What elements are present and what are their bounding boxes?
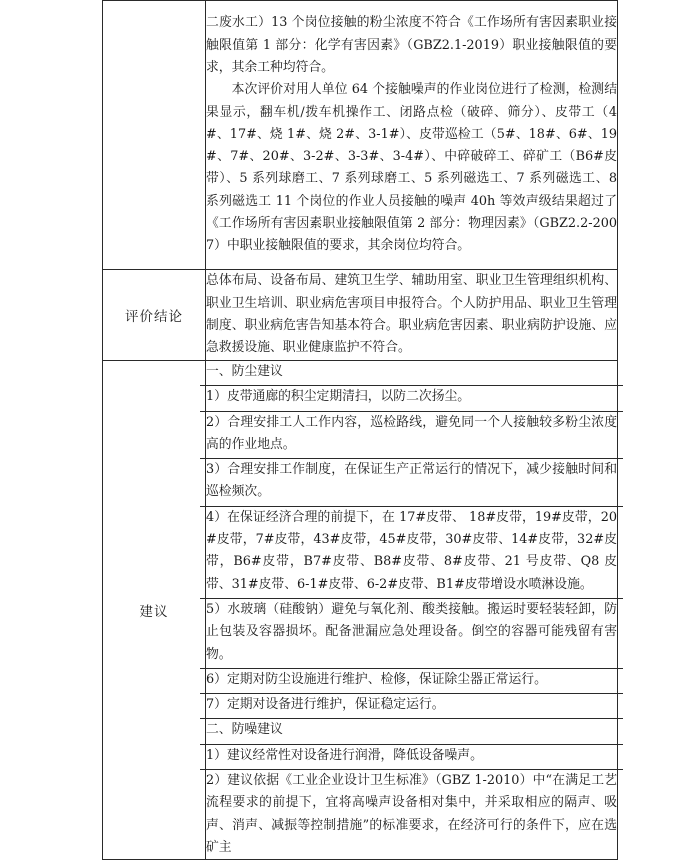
findings-row	[103, 1, 618, 270]
dust-heading: 一、防尘建议	[206, 364, 283, 379]
suggestion-label: 建议	[103, 361, 206, 860]
conclusion-content	[206, 270, 618, 361]
suggestion-item: 3）合理安排工作制度，在保证生产正常运行的情况下，减少接触时间和巡检频次。	[206, 462, 617, 500]
conclusion-label: 评价结论	[103, 270, 206, 361]
suggestion-item: 1）建议经常性对设备进行润滑，降低设备噪声。	[206, 747, 483, 763]
suggestion-row	[103, 361, 618, 860]
evaluation-table	[102, 0, 618, 860]
suggestion-content	[206, 361, 618, 860]
suggestion-item: 5）水玻璃（硅酸钠）避免与氧化剂、酸类接触。搬运时要轻装轻卸，防止包装及容器损坏。配备泄漏应急处理设备。倒空的容器可能残留有害物。	[206, 601, 617, 662]
findings-paragraph: 二废水工）13 个岗位接触的粉尘浓度不符合《工作场所有害因素职业接触限值第 1 部分：化学有害因素》（GBZ2.1-2019）职业接触限值的要求，其余工种均符合。	[206, 15, 617, 75]
noise-findings-paragraph: 本次评价对用人单位 64 个接触噪声的作业岗位进行了检测，检测结果显示，翻车机/拨车机操作工、闭路点检（破碎、筛分）、皮带工（4#、17#、烧 1#、烧 2#、3-1#）、皮带巡检工（5#、18#、6#、19#、7#、20#、3-2#、3-3#、3-4#）、中碎破碎工、碎矿工（B6#皮带）、5 系列球磨工、7 系列球磨工、5 系列磁选工、7 系列磁选工、8 系列磁选工 11 个岗位的作业人员接触的噪声 40h 等效声级结果超过了《工作场所有害因素职业接触限值第 2 部分：物理因素》（GBZ2.2-2007）中职业接触限值的要求，其余岗位均符合。	[206, 82, 617, 254]
suggestion-item: 4）在保证经济合理的前提下，在 17#皮带、 18#皮带，19#皮带，20#皮带，7#皮带，43#皮带，45#皮带，30#皮带、14#皮带，32#皮带，B6#皮带，B7#皮带、B8#皮带、8#皮带、21 号皮带、Q8 皮带、31#皮带、6-1#皮带、6-2#皮带、B1#皮带增设水喷淋设施。	[206, 509, 617, 592]
noise-heading: 二、防噪建议	[206, 722, 283, 738]
findings-label-cell	[103, 1, 206, 270]
suggestion-item: 6）定期对防尘设施进行维护、检修，保证除尘器正常运行。	[206, 671, 547, 687]
suggestion-item: 7）定期对设备进行维护，保证稳定运行。	[206, 697, 445, 713]
conclusion-text: 总体布局、设备布局、建筑卫生学、辅助用室、职业卫生管理组织机构、职业卫生培训、职业病危害项目申报符合。个人防护用品、职业卫生管理制度、职业病危害告知基本符合。职业病危害因素、职业病防护设施、应急救援设施、职业健康监护不符合。	[206, 273, 617, 356]
findings-content-cell	[206, 1, 618, 270]
conclusion-row	[103, 270, 618, 361]
suggestion-item: 2）建议依据《工业企业设计卫生标准》（GBZ 1-2010）中“在满足工艺流程要求的前提下，宜将高噪声设备相对集中，并采取相应的隔声、吸声、消声、减振等控制措施”的标准要求，在经济可行的条件下，应在选矿主	[206, 773, 617, 855]
suggestion-item: 1）皮带通廊的积尘定期清扫，以防二次扬尘。	[206, 389, 471, 405]
suggestion-item: 2）合理安排工人工作内容，巡检路线，避免同一个人接触较多粉尘浓度高的作业地点。	[206, 414, 617, 452]
